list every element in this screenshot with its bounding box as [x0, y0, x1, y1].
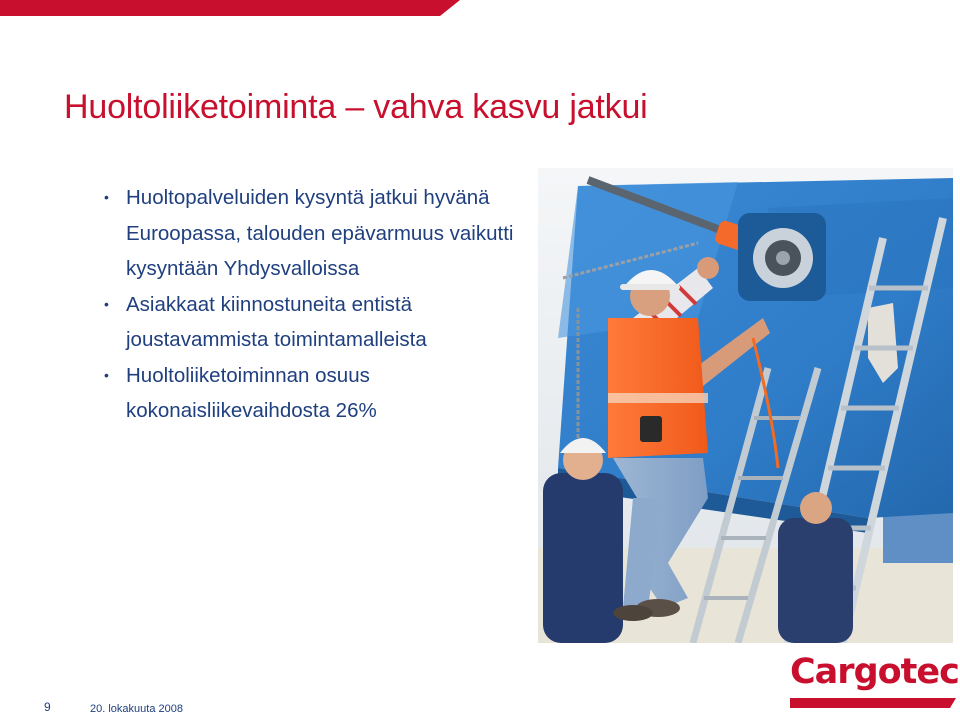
cargotec-logo	[790, 650, 959, 712]
page-number: 9	[44, 700, 51, 714]
cargotec-logo-text: Cargotec	[790, 652, 959, 692]
bullet-item	[104, 287, 544, 358]
bullet-text: Huoltoliiketoiminnan osuus kokonaisliikevaihdosta 26%	[126, 363, 377, 422]
bullet-item	[104, 180, 544, 287]
bullet-text: Huoltopalveluiden kysyntä jatkui hyvänä Euroopassa, talouden epävarmuus vaikutti kysyntään Yhdysvalloissa	[126, 186, 514, 280]
bullet-marker: •	[104, 189, 109, 205]
slide-title: Huoltoliiketoiminta – vahva kasvu jatkui	[64, 88, 648, 126]
maintenance-workers-photo	[538, 168, 953, 643]
bullet-item	[104, 358, 544, 429]
footer-date: 20. lokakuuta 2008	[90, 703, 183, 715]
logo-underline	[790, 698, 956, 708]
top-accent-bar	[0, 0, 460, 16]
bullet-list	[104, 180, 544, 429]
bullet-marker: •	[104, 366, 109, 383]
bullet-text: Asiakkaat kiinnostuneita entistä joustavammista toimintamalleista	[126, 292, 427, 351]
bullet-marker: •	[104, 295, 109, 312]
